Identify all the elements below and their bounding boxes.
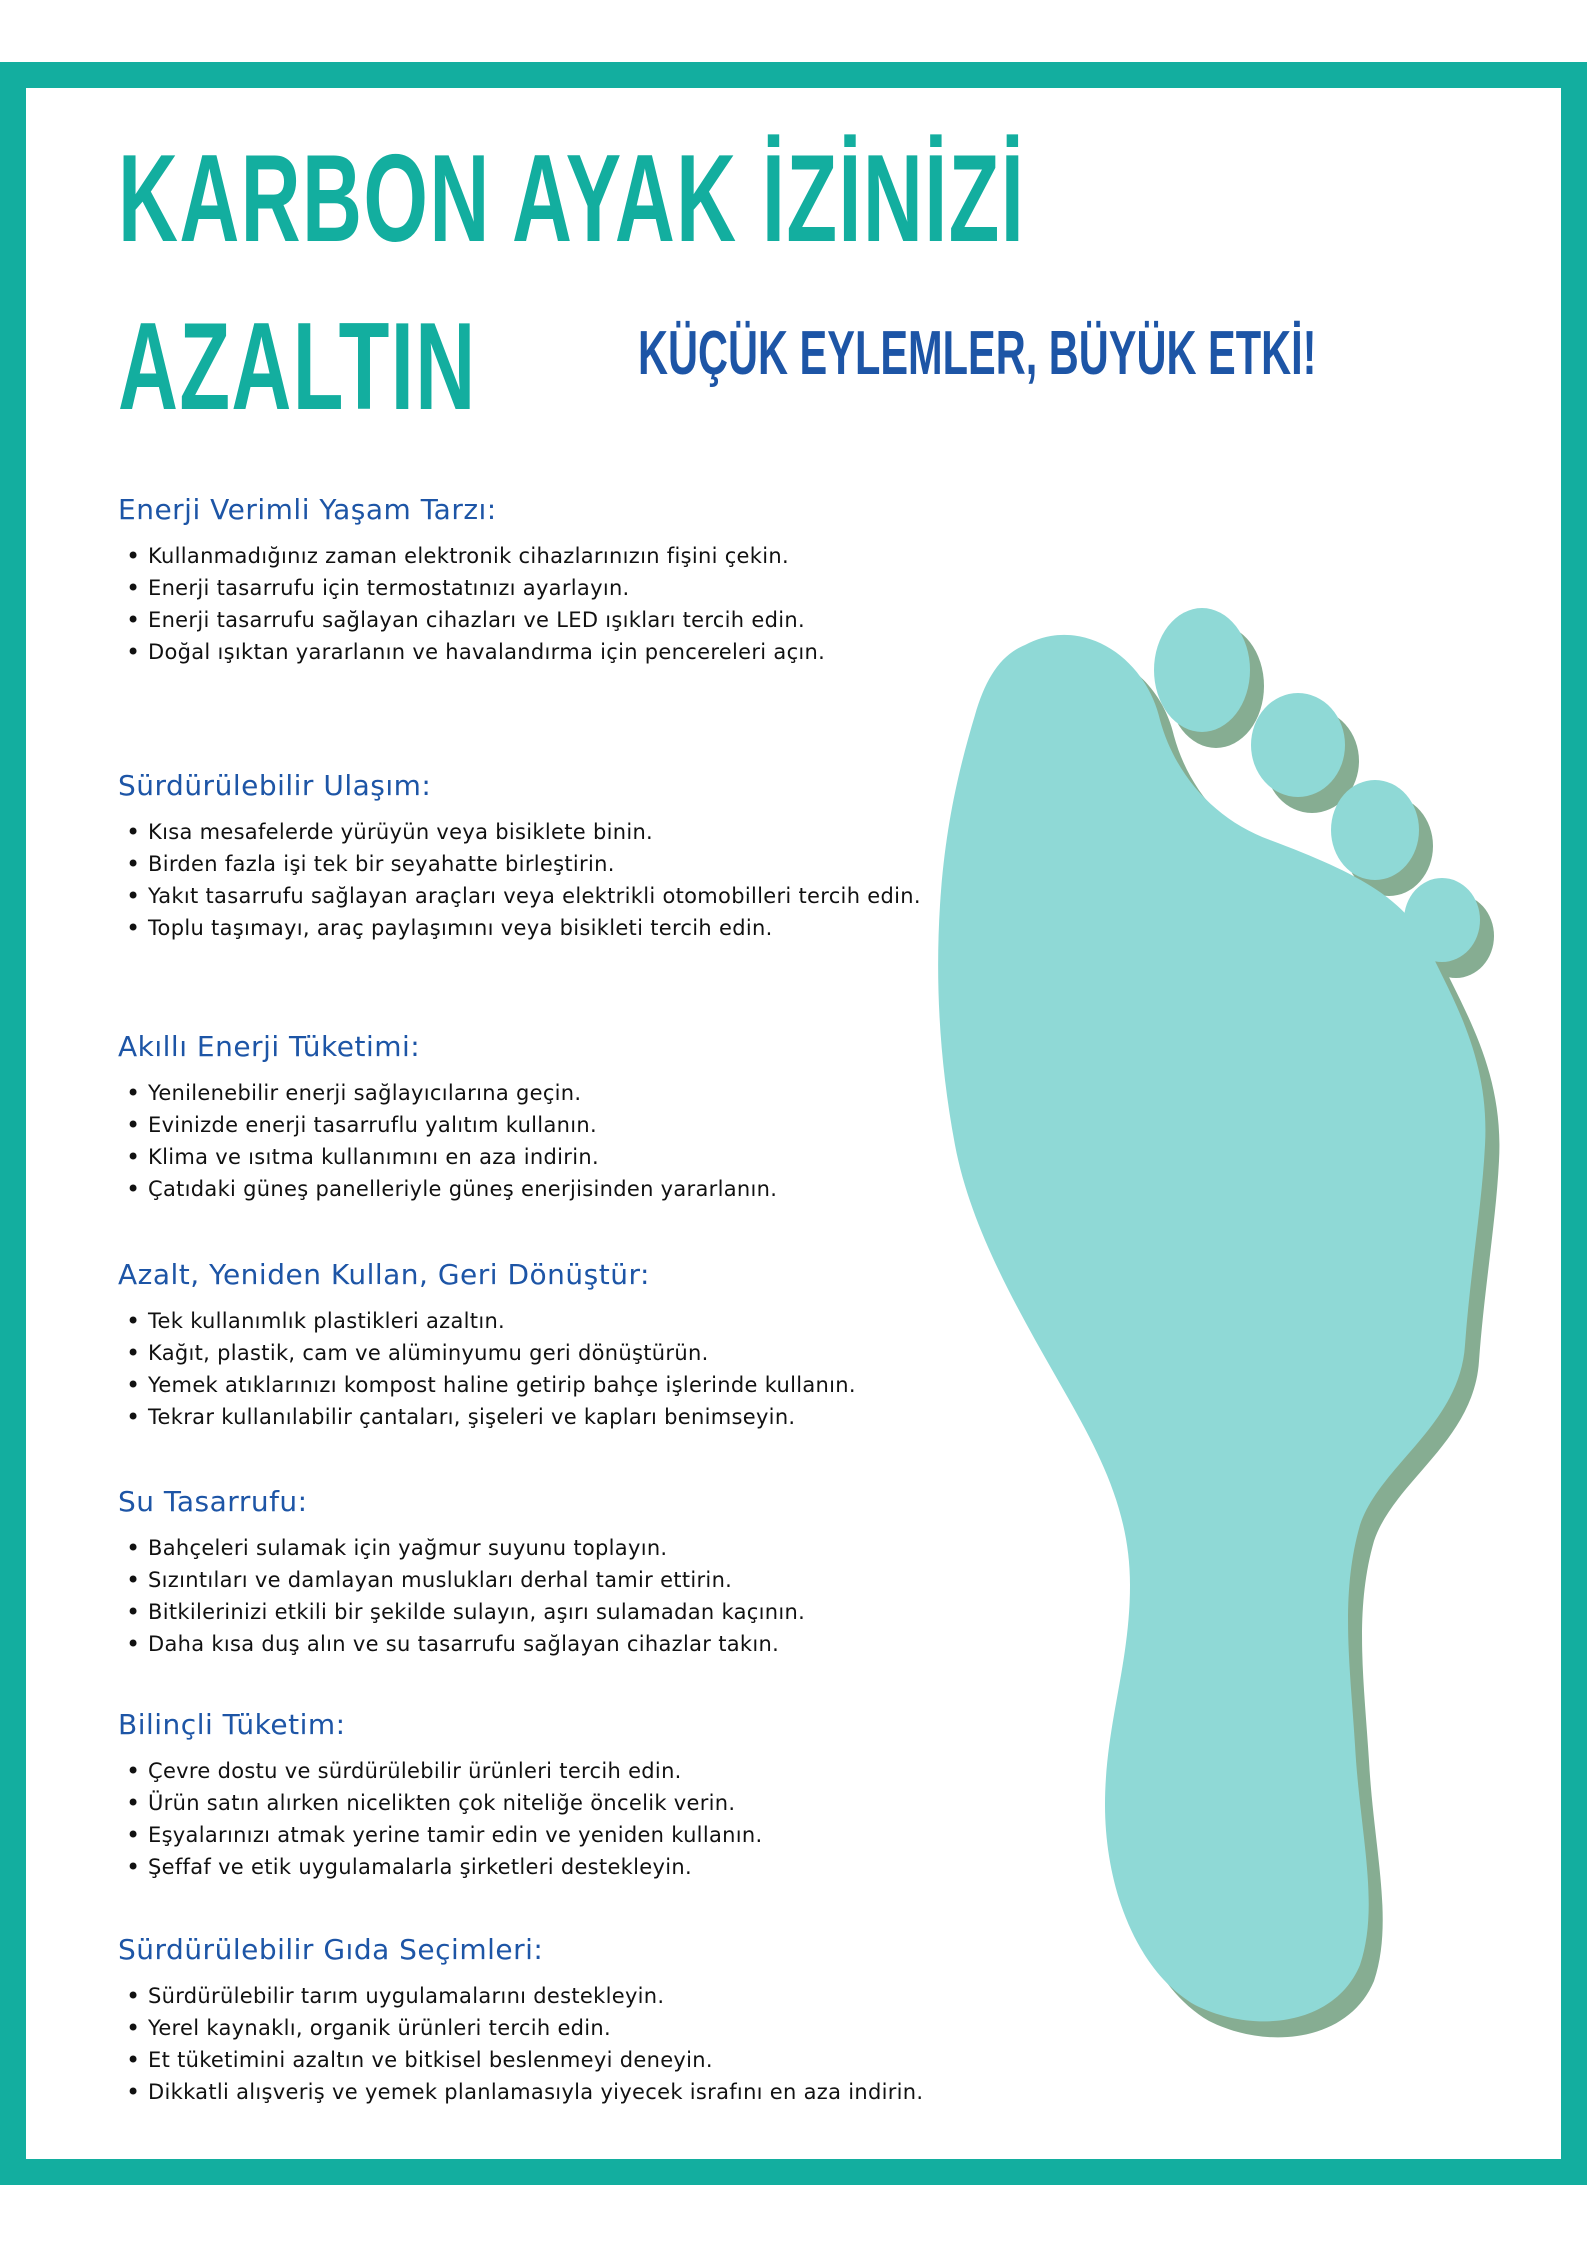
poster-title-line-1: KARBON AYAK İZİNİZİ [118, 130, 1026, 268]
list-item: • Bitkilerinizi etkili bir şekilde sulayın, aşırı sulamadan kaçının. [148, 1596, 958, 1628]
section-sustainable-food [118, 1933, 958, 2108]
list-item: • Yemek atıklarınızı kompost haline getirip bahçe işlerinde kullanın. [148, 1369, 958, 1401]
list-item: • Toplu taşımayı, araç paylaşımını veya bisikleti tercih edin. [148, 912, 958, 944]
tips-list [118, 816, 958, 944]
list-item: • Enerji tasarrufu için termostatınızı ayarlayın. [148, 572, 958, 604]
list-item: • Kullanmadığınız zaman elektronik cihazlarınızın fişini çekin. [148, 540, 958, 572]
poster-title-line-2: AZALTIN [118, 298, 477, 436]
list-item: • Çevre dostu ve sürdürülebilir ürünleri tercih edin. [148, 1755, 958, 1787]
list-item: • Yerel kaynaklı, organik ürünleri tercih edin. [148, 2012, 958, 2044]
footprint-icon [930, 585, 1535, 2075]
section-heading: Azalt, Yeniden Kullan, Geri Dönüştür: [118, 1258, 650, 1291]
list-item: • Klima ve ısıtma kullanımını en aza indirin. [148, 1141, 958, 1173]
list-item: • Tekrar kullanılabilir çantaları, şişeleri ve kapları benimseyin. [148, 1401, 958, 1433]
list-item: • Eşyalarınızı atmak yerine tamir edin ve yeniden kullanın. [148, 1819, 958, 1851]
tips-list [118, 1755, 958, 1883]
list-item: • Kısa mesafelerde yürüyün veya bisiklete binin. [148, 816, 958, 848]
list-item: • Çatıdaki güneş panelleriyle güneş enerjisinden yararlanın. [148, 1173, 958, 1205]
section-heading: Enerji Verimli Yaşam Tarzı: [118, 493, 497, 526]
section-heading: Sürdürülebilir Ulaşım: [118, 769, 432, 802]
list-item: • Sürdürülebilir tarım uygulamalarını destekleyin. [148, 1980, 958, 2012]
list-item: • Kağıt, plastik, cam ve alüminyumu geri dönüştürün. [148, 1337, 958, 1369]
section-heading: Akıllı Enerji Tüketimi: [118, 1030, 421, 1063]
section-sustainable-transport [118, 769, 958, 944]
section-heading: Bilinçli Tüketim: [118, 1708, 346, 1741]
list-item: • Doğal ışıktan yararlanın ve havalandırma için pencereleri açın. [148, 636, 928, 668]
list-item: • Yenilenebilir enerji sağlayıcılarına geçin. [148, 1077, 958, 1109]
section-heading: Sürdürülebilir Gıda Seçimleri: [118, 1933, 544, 1966]
poster-subtitle: KÜÇÜK EYLEMLER, BÜYÜK ETKİ! [638, 319, 1317, 388]
section-smart-energy [118, 1030, 958, 1205]
section-heading: Su Tasarrufu: [118, 1485, 308, 1518]
list-item: • Bahçeleri sulamak için yağmur suyunu toplayın. [148, 1532, 958, 1564]
section-conscious-consumption [118, 1708, 958, 1883]
section-energy-efficient-living [118, 493, 958, 668]
tips-list [118, 1305, 958, 1433]
list-item: • Ürün satın alırken nicelikten çok niteliğe öncelik verin. [148, 1787, 958, 1819]
tips-list [118, 1980, 958, 2108]
list-item: • Birden fazla işi tek bir seyahatte birleştirin. [148, 848, 958, 880]
tips-list [118, 540, 958, 668]
list-item: • Evinizde enerji tasarruflu yalıtım kullanın. [148, 1109, 958, 1141]
list-item: • Sızıntıları ve damlayan muslukları derhal tamir ettirin. [148, 1564, 958, 1596]
tips-list [118, 1532, 958, 1660]
section-reduce-reuse-recycle [118, 1258, 958, 1433]
list-item: • Enerji tasarrufu sağlayan cihazları ve LED ışıkları tercih edin. [148, 604, 928, 636]
section-water-saving [118, 1485, 958, 1660]
list-item: • Şeffaf ve etik uygulamalarla şirketleri destekleyin. [148, 1851, 958, 1883]
list-item: • Yakıt tasarrufu sağlayan araçları veya elektrikli otomobilleri tercih edin. [148, 880, 928, 912]
tips-list [118, 1077, 958, 1205]
list-item: • Dikkatli alışveriş ve yemek planlamasıyla yiyecek israfını en aza indirin. [148, 2076, 958, 2108]
list-item: • Et tüketimini azaltın ve bitkisel beslenmeyi deneyin. [148, 2044, 958, 2076]
list-item: • Tek kullanımlık plastikleri azaltın. [148, 1305, 958, 1337]
list-item: • Daha kısa duş alın ve su tasarrufu sağlayan cihazlar takın. [148, 1628, 958, 1660]
